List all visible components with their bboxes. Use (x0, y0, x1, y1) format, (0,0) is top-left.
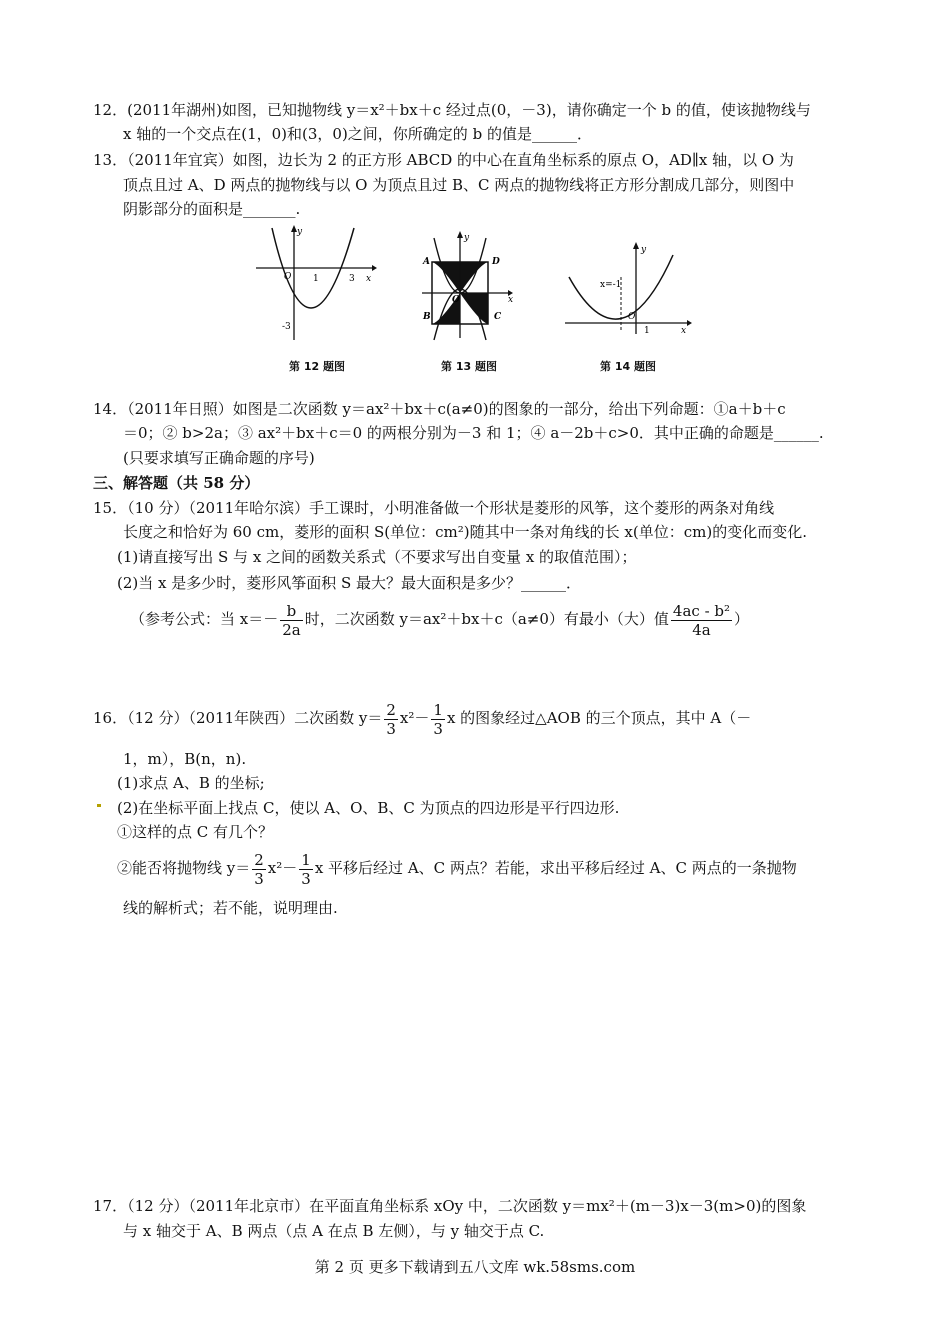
q13-line3: 阴影部分的面积是_______. (123, 200, 301, 218)
q16-sub2-post: x 平移后经过 A、C 两点？若能，求出平移后经过 A、C 两点的一条抛物 (314, 859, 797, 877)
q16-post: x 的图象经过△AOB 的三个顶点，其中 A（－ (446, 709, 752, 727)
figure-14 (563, 237, 698, 337)
figure-13-graph (422, 230, 522, 342)
fig14-label-y: y (641, 245, 647, 255)
q12-line2: x 轴的一个交点在(1，0)和(3，0)之间，你所确定的 b 的值是______． (123, 125, 592, 143)
q13-line1: 13．（2011年宜宾）如图，边长为 2 的正方形 ABCD 的中心在直角坐标系的原点 O，AD∥x 轴，以 O 为 (93, 151, 794, 169)
q16-part2: (2)在坐标平面上找点 C，使以 A、O、B、C 为顶点的四边形是平行四边形. (117, 799, 620, 817)
figure-13-caption: 第 13 题图 (441, 360, 497, 373)
q17-line2: 与 x 轴交于 A、B 两点（点 A 在点 B 左侧），与 y 轴交于点 C. (123, 1222, 545, 1240)
q14-line2: ＝0；② b>2a；③ ax²＋bx＋c＝0 的两根分别为－3 和 1；④ a－2b＋c>0．其中正确的命题是______. (123, 424, 824, 442)
q15-ref-frac2-denominator: 4a (692, 620, 711, 639)
scan-dot-mark (97, 804, 101, 807)
q16-sub2-frac2-denominator: 3 (301, 869, 311, 888)
figure-12 (252, 222, 377, 342)
q15-ref-frac1-numerator: b (280, 602, 303, 621)
fig12-label-y: y (297, 227, 303, 237)
q16-frac1-numerator: 2 (386, 700, 396, 719)
q16-fraction-2 (431, 701, 445, 738)
q16-frac2-denominator: 3 (433, 719, 443, 738)
fig13-label-y: y (464, 233, 470, 243)
figure-14-caption: 第 14 题图 (600, 360, 656, 373)
fig13-shade-4 (460, 293, 488, 324)
q16-sub2-pre: ②能否将抛物线 y＝ (117, 859, 251, 877)
q16-pre: 16．（12 分）（2011年陕西）二次函数 y＝ (93, 709, 383, 727)
q17-line1: 17．（12 分）（2011年北京市）在平面直角坐标系 xOy 中，二次函数 y＝mx²＋(m－3)x－3(m>0)的图象 (93, 1197, 807, 1215)
q13-line2: 顶点且过 A、D 两点的抛物线与以 O 为顶点且过 B、C 两点的抛物线将正方形分割成几部分，则图中 (123, 176, 795, 194)
q15-part1: (1)请直接写出 S 与 x 之间的函数关系式（不要求写出自变量 x 的取值范围）； (117, 548, 637, 566)
figure-13 (422, 230, 522, 342)
q16-sub2-line1 (117, 848, 797, 888)
q16-frac2-numerator: 1 (433, 700, 443, 719)
figure-12-graph (252, 222, 377, 342)
q14-line1: 14．（2011年日照）如图是二次函数 y＝ax²＋bx＋c(a≠0)的图象的一部分，给出下列命题：①a＋b＋c (93, 400, 786, 418)
fig14-label-xeq: x=-1 (600, 280, 622, 290)
q16-sub2-frac1-denominator: 3 (254, 869, 264, 888)
q16-sub2-line2: 线的解析式；若不能，说明理由. (123, 899, 338, 917)
q16-line1 (93, 698, 751, 738)
q16-sub2-mid: x²－ (267, 859, 298, 877)
figure-12-caption: 第 12 题图 (289, 360, 345, 373)
q15-ref-mid: 时，二次函数 y＝ax²＋bx＋c（a≠0）有最小（大）值 (304, 610, 669, 628)
q15-ref-frac2-numerator: 4ac - b² (672, 601, 731, 620)
fig12-label-x: x (366, 274, 372, 284)
q15-ref-fraction-2 (671, 602, 732, 639)
fig13-label-x: x (508, 295, 514, 305)
fig12-x-arrow (372, 265, 377, 271)
q14-line3: (只要求填写正确命题的序号) (123, 449, 315, 467)
q16-sub2-frac2-numerator: 1 (301, 850, 311, 869)
q15-ref-post: ） (734, 610, 750, 628)
fig12-label-o: O (284, 272, 292, 282)
q16-sub1: ①这样的点 C 有几个？ (117, 823, 274, 841)
fig14-label-x: x (681, 326, 687, 336)
q15-reference-formula (130, 599, 749, 639)
q16-mid: x²－ (399, 709, 430, 727)
fig14-label-1: 1 (644, 326, 650, 336)
page-footer: 第 2 页 更多下载请到五八文库 wk.58sms.com (314, 1258, 636, 1276)
q15-ref-pre: （参考公式：当 x＝－ (130, 610, 279, 628)
q16-sub2-fraction-2 (299, 851, 313, 888)
fig14-x-arrow (687, 320, 692, 326)
fig14-y-arrow (633, 242, 639, 249)
q16-sub2-frac1-numerator: 2 (254, 850, 264, 869)
fig13-label-a: A (423, 257, 430, 267)
q16-line2: 1，m），B(n，n). (123, 750, 247, 768)
q16-sub2-fraction-1 (252, 851, 266, 888)
q15-ref-frac1-denominator: 2a (282, 620, 301, 639)
q15-part2: (2)当 x 是多少时，菱形风筝面积 S 最大？最大面积是多少？______． (117, 574, 582, 592)
q16-fraction-1 (384, 701, 398, 738)
fig13-label-b: B (423, 312, 431, 322)
fig13-label-o: O (452, 295, 460, 305)
fig13-label-c: C (494, 312, 502, 322)
q16-frac1-denominator: 3 (386, 719, 396, 738)
fig14-label-o: O (628, 312, 636, 322)
section-3-title: 三、解答题（共 58 分） (93, 474, 260, 492)
fig12-label-m3: -3 (282, 322, 291, 332)
fig12-label-1: 1 (313, 274, 319, 284)
q15-line1: 15．（10 分）（2011年哈尔滨）手工课时，小明准备做一个形状是菱形的风筝，这个菱形的两条对角线 (93, 499, 775, 517)
fig13-label-d: D (492, 257, 500, 267)
q12-line1: 12．(2011年湖州)如图，已知抛物线 y＝x²＋bx＋c 经过点(0，－3)，请你确定一个 b 的值，使该抛物线与 (93, 101, 811, 119)
fig12-label-3: 3 (349, 274, 355, 284)
q15-line2: 长度之和恰好为 60 cm，菱形的面积 S(单位：cm²)随其中一条对角线的长 x(单位：cm)的变化而变化. (123, 523, 807, 541)
figure-14-graph (563, 237, 698, 337)
q16-part1: (1)求点 A、B 的坐标; (117, 774, 265, 792)
fig13-y-arrow (457, 231, 463, 238)
q15-ref-fraction-1 (280, 602, 303, 639)
